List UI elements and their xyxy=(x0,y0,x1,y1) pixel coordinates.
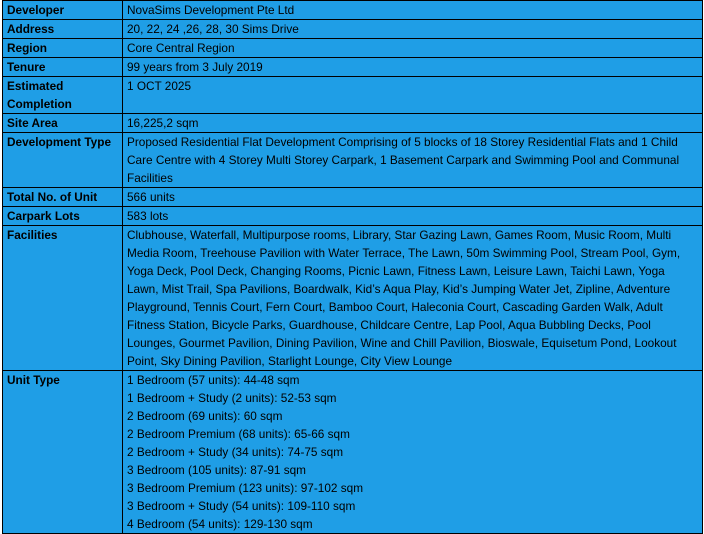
unit-type-line: 2 Bedroom + Study (34 units): 74-75 sqm xyxy=(127,445,344,459)
row-value-estimated-completion: 1 OCT 2025 xyxy=(123,77,703,114)
unit-type-line: 4 Bedroom (54 units): 129-130 sqm xyxy=(127,517,313,531)
row-value-facilities: Clubhouse, Waterfall, Multipurpose rooms, Library, Star Gazing Lawn, Games Room, Music Room, Multi Media Room, Treehouse Pavilion with Water Terrace, The Lawn, 50m Swimming Pool, Stream Pool, Gym, Yoga Deck, Pool Deck, Changing Rooms, Picnic Lawn, Fitness Lawn, Leisure Lawn, Taichi Lawn, Yoga Lawn, Mist Trail, Spa Pavilions, Boardwalk, Kid’s Aqua Play, Kid’s Jumping Water Jet, Zipline, Adventure Playground, Tennis Court, Fern Court, Bamboo Court, Haleconia Court, Cascading Garden Walk, Adult Fitness Station, Bicycle Parks, Guardhouse, Childcare Centre, Lap Pool, Aqua Bubbling Decks, Pool Lounges, Gourmet Pavilion, Dining Pavilion, Wine and Chill Pavilion, Bioswale, Equisetum Pond, Lookout Point, Sky Dining Pavilion, Starlight Lounge, City View Lounge xyxy=(123,226,703,371)
row-label-region: Region xyxy=(3,39,123,58)
row-label-total-units: Total No. of Unit xyxy=(3,188,123,207)
row-value-region: Core Central Region xyxy=(123,39,703,58)
table-row xyxy=(3,371,703,534)
unit-type-line: 3 Bedroom + Study (54 units): 109-110 sqm xyxy=(127,499,356,513)
table-row xyxy=(3,226,703,371)
table-row xyxy=(3,1,703,20)
row-value-tenure: 99 years from 3 July 2019 xyxy=(123,58,703,77)
project-details-table xyxy=(2,0,702,534)
table-row xyxy=(3,39,703,58)
row-label-carpark-lots: Carpark Lots xyxy=(3,207,123,226)
details-table xyxy=(2,0,703,534)
table-row xyxy=(3,133,703,188)
row-value-total-units: 566 units xyxy=(123,188,703,207)
table-row xyxy=(3,114,703,133)
row-label-facilities: Facilities xyxy=(3,226,123,371)
row-label-development-type: Development Type xyxy=(3,133,123,188)
table-row xyxy=(3,188,703,207)
row-value-site-area: 16,225,2 sqm xyxy=(123,114,703,133)
table-row xyxy=(3,207,703,226)
row-value-developer: NovaSims Development Pte Ltd xyxy=(123,1,703,20)
row-value-carpark-lots: 583 lots xyxy=(123,207,703,226)
row-label-estimated-completion: Estimated Completion xyxy=(3,77,123,114)
unit-type-line: 3 Bedroom Premium (123 units): 97-102 sqm xyxy=(127,481,364,495)
row-label-developer: Developer xyxy=(3,1,123,20)
row-value-unit-type xyxy=(123,371,703,534)
row-label-tenure: Tenure xyxy=(3,58,123,77)
unit-type-line: 2 Bedroom (69 units): 60 sqm xyxy=(127,409,283,423)
table-row xyxy=(3,20,703,39)
unit-type-line: 2 Bedroom Premium (68 units): 65-66 sqm xyxy=(127,427,350,441)
row-label-address: Address xyxy=(3,20,123,39)
row-label-unit-type: Unit Type xyxy=(3,371,123,534)
unit-type-line: 3 Bedroom (105 units): 87-91 sqm xyxy=(127,463,307,477)
table-row xyxy=(3,77,703,114)
row-value-development-type: Proposed Residential Flat Development Comprising of 5 blocks of 18 Storey Residential Flats and 1 Child Care Centre with 4 Storey Multi Storey Carpark, 1 Basement Carpark and Swimming Pool and Communal Facilities xyxy=(123,133,703,188)
row-value-address: 20, 22, 24 ,26, 28, 30 Sims Drive xyxy=(123,20,703,39)
unit-type-line: 1 Bedroom (57 units): 44-48 sqm xyxy=(127,373,300,387)
unit-type-line: 1 Bedroom + Study (2 units): 52-53 sqm xyxy=(127,391,337,405)
table-row xyxy=(3,58,703,77)
row-label-site-area: Site Area xyxy=(3,114,123,133)
